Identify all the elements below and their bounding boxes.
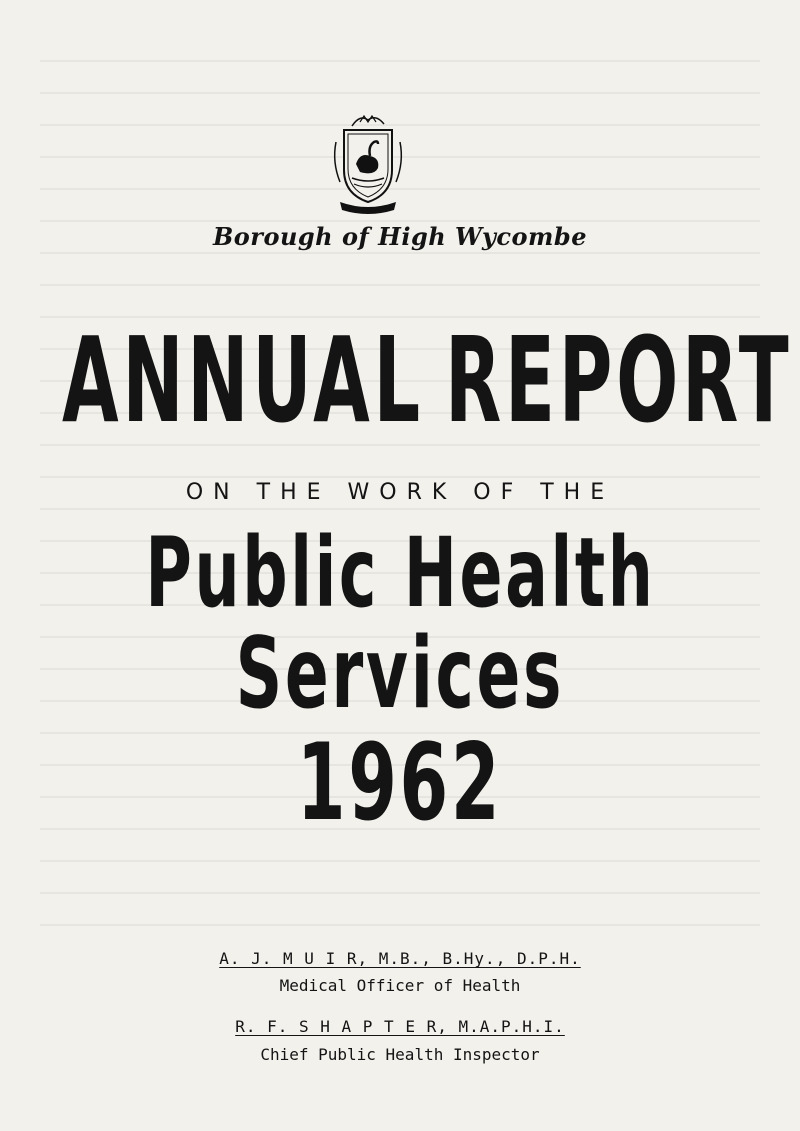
services-heading: Services <box>235 617 565 731</box>
annual-report-heading <box>62 310 793 450</box>
inspector-title: Chief Public Health Inspector <box>260 1045 540 1064</box>
inspector-name: R. F. S H A P T E R, M.A.P.H.I. <box>235 1017 565 1036</box>
report-word: REPORT <box>445 311 793 449</box>
coat-of-arms-icon <box>330 112 406 216</box>
borough-name: Borough of High Wycombe <box>213 222 587 251</box>
medical-officer-title: Medical Officer of Health <box>279 976 521 995</box>
subtitle: ON THE WORK OF THE <box>185 480 615 505</box>
public-health-heading: Public Health <box>144 517 656 629</box>
report-year: 1962 <box>297 721 503 844</box>
medical-officer-name: A. J. M U I R, M.B., B.Hy., D.P.H. <box>219 949 581 968</box>
annual-word: ANNUAL <box>62 311 424 449</box>
